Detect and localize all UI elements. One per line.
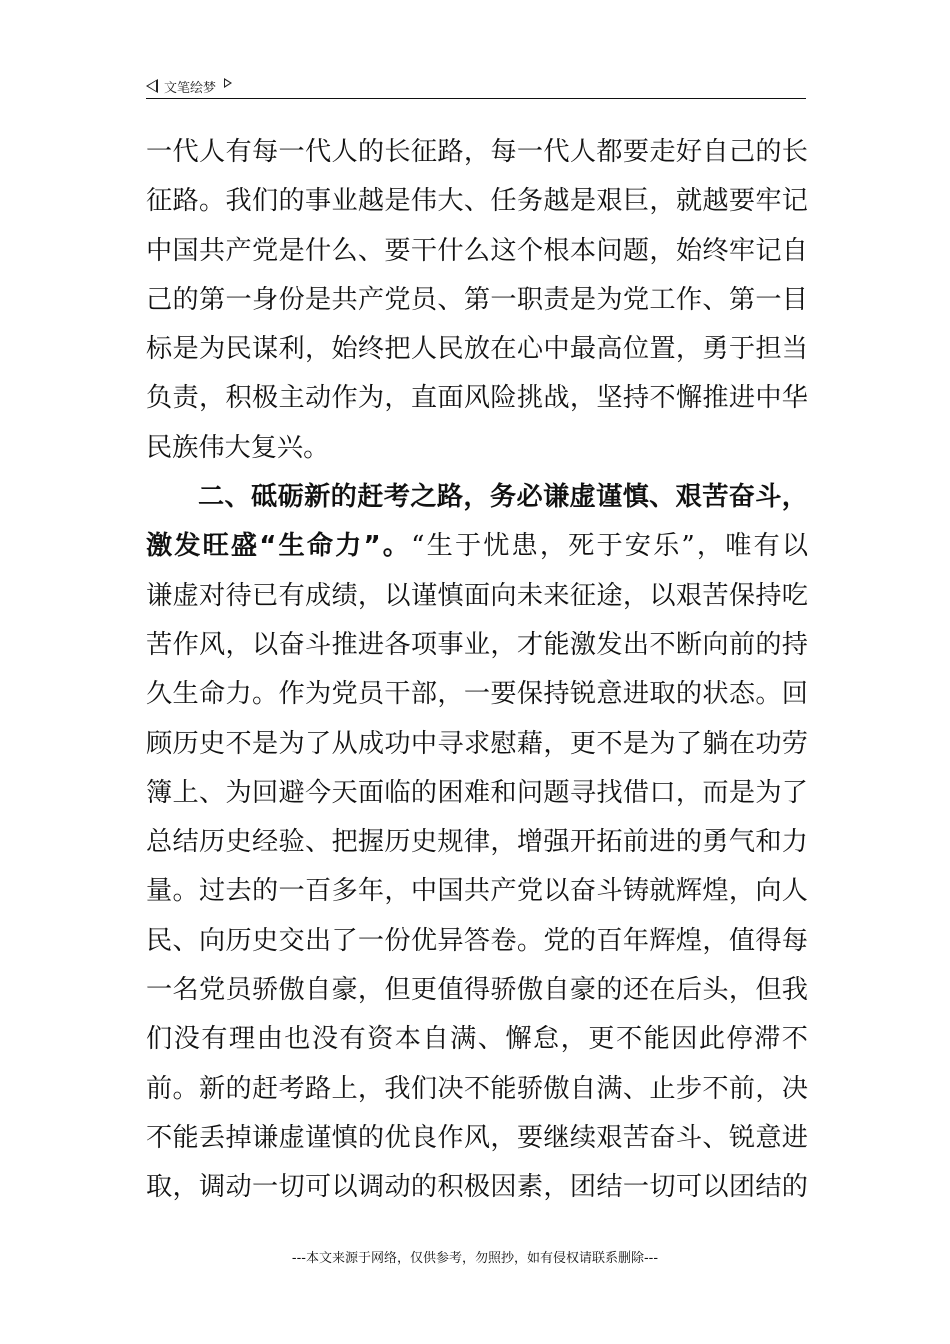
text-line: 征路。我们的事业越是伟大、任务越是艰巨，就越要牢记 xyxy=(146,186,808,217)
text-line: 总结历史经验、把握历史规律，增强开拓前进的勇气和力 xyxy=(146,827,808,858)
text-line: 己的第一身份是共产党员、第一职责是为党工作、第一目 xyxy=(146,284,808,315)
paragraph-1 xyxy=(146,128,808,473)
triangle-left-icon xyxy=(146,79,158,93)
text-line: 量。过去的一百多年，中国共产党以奋斗铸就辉煌，向人 xyxy=(146,876,808,907)
text-line: 们没有理由也没有资本自满、懈怠，更不能因此停滞不 xyxy=(146,1024,808,1055)
text-line: 前。新的赶考路上，我们决不能骄傲自满、止步不前，决 xyxy=(146,1073,808,1104)
text-line: 苦作风，以奋斗推进各项事业，才能激发出不断向前的持 xyxy=(146,629,808,660)
text-line: 一名党员骄傲自豪，但更值得骄傲自豪的还在后头，但我 xyxy=(146,975,808,1006)
page-footer: ---本文来源于网络，仅供参考，勿照抄，如有侵权请联系删除--- xyxy=(291,1251,659,1266)
section-heading-line xyxy=(146,473,808,522)
document-body xyxy=(146,128,808,1213)
header-rule xyxy=(146,98,806,99)
text-line: 谦虚对待已有成绩，以谨慎面向未来征途，以艰苦保持吃 xyxy=(146,580,808,611)
text-line xyxy=(146,522,808,571)
text-line: 民、向历史交出了一份优异答卷。党的百年辉煌，值得每 xyxy=(146,925,808,956)
triangle-right-icon xyxy=(224,78,232,88)
section-heading: 二、砥砺新的赶考之路，务必谦虚谨慎、艰苦奋斗， xyxy=(198,482,808,513)
text-line: 不能丢掉谦虚谨慎的优良作风，要继续艰苦奋斗、锐意进 xyxy=(146,1122,808,1153)
text-line: 一代人有每一代人的长征路，每一代人都要走好自己的长 xyxy=(146,137,808,167)
page-header xyxy=(146,74,806,98)
text-line: 民族伟大复兴。 xyxy=(146,432,330,463)
text-line: 久生命力。作为党员干部，一要保持锐意进取的状态。回 xyxy=(146,679,808,710)
text-line: 顾历史不是为了从成功中寻求慰藉，更不是为了躺在功劳 xyxy=(146,728,808,759)
text-line: 取，调动一切可以调动的积极因素，团结一切可以团结的 xyxy=(146,1172,808,1203)
text-line: 负责，积极主动作为，直面风险挑战，坚持不懈推进中华 xyxy=(146,383,808,414)
header-title: 文笔绘梦 xyxy=(164,80,217,96)
text-line: 中国共产党是什么、要干什么这个根本问题，始终牢记自 xyxy=(146,235,808,266)
text-line: 标是为民谋利，始终把人民放在心中最高位置，勇于担当 xyxy=(146,334,808,365)
text-line-rest: “生于忧患，死于安乐”，唯有以 xyxy=(411,531,808,562)
paragraph-2 xyxy=(146,473,808,1212)
section-heading-end: 激发旺盛“生命力”。 xyxy=(146,531,412,562)
text-line: 簿上、为回避今天面临的困难和问题寻找借口，而是为了 xyxy=(146,777,808,808)
